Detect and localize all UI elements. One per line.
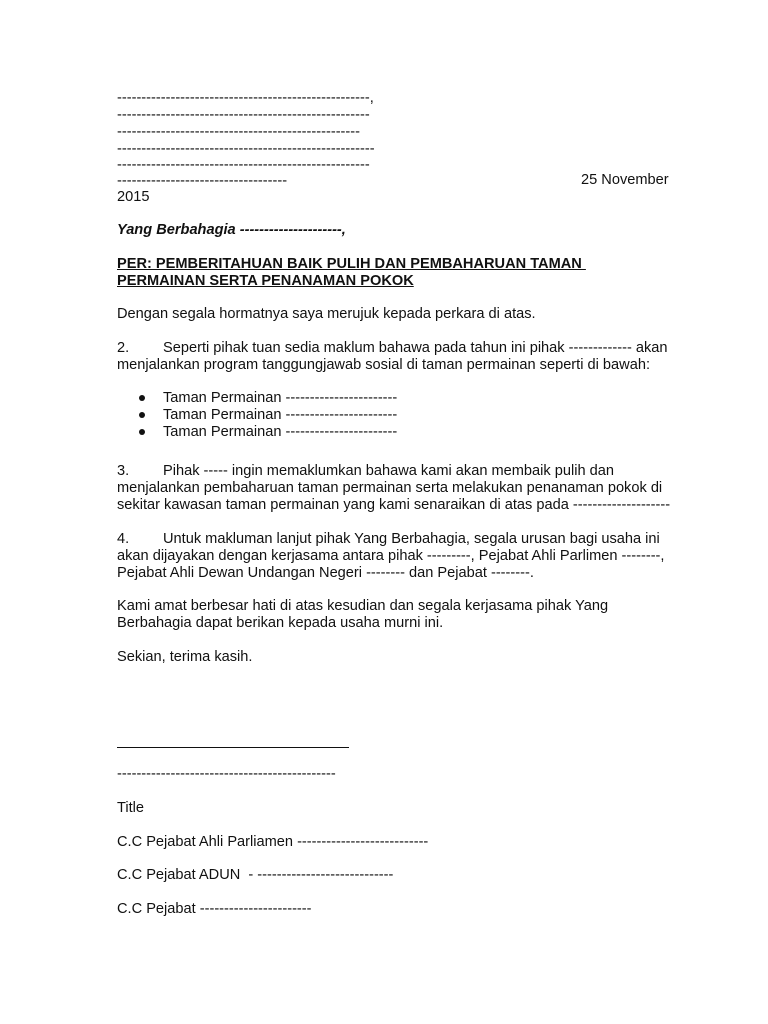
address-line: ---------------------------------------------------- [117,107,370,123]
paragraph-3-line: sekitar kawasan taman permainan yang kami senaraikan di atas pada -------------------- [117,497,671,513]
cc-line: C.C Pejabat Ahli Parliamen --------------------------- [117,834,429,850]
signature-line [117,747,349,748]
sign-off: Sekian, terima kasih. [117,649,253,665]
address-line: ---------------------------------------------------- [117,157,370,173]
paragraph-4-line: Pejabat Ahli Dewan Undangan Negeri -------- dan Pejabat --------. [117,565,534,581]
paragraph-4-line: akan dijayakan dengan kerjasama antara pihak ---------, Pejabat Ahli Parlimen --------, [117,548,665,564]
paragraph-2-line: menjalankan program tanggungjawab sosial di taman permainan seperti di bawah: [117,357,650,373]
address-line: ----------------------------------------------------, [117,90,374,106]
paragraph-number: 3. [117,463,130,479]
signature-name: --------------------------------------------- [117,766,336,782]
bullet-icon [139,395,145,401]
closing-paragraph: Berbahagia dapat berikan kepada usaha murni ini. [117,615,444,631]
salutation: Yang Berbahagia ---------------------, [117,222,346,238]
address-line: -------------------------------------------------- [117,124,360,140]
bullet-icon [139,412,145,418]
bullet-icon [139,429,145,435]
letter-date: 25 November [581,172,669,188]
bullet-item: Taman Permainan ----------------------- [163,407,398,423]
cc-line: C.C Pejabat ----------------------- [117,901,312,917]
address-line: ----------------------------------- [117,173,288,189]
opening-paragraph: Dengan segala hormatnya saya merujuk kepada perkara di atas. [117,306,536,322]
address-line: ----------------------------------------------------- [117,141,375,157]
paragraph-4-line: Untuk makluman lanjut pihak Yang Berbahagia, segala urusan bagi usaha ini [163,531,660,547]
paragraph-3-line: Pihak ----- ingin memaklumkan bahawa kami akan membaik pulih dan [163,463,614,479]
paragraph-2-line: Seperti pihak tuan sedia maklum bahawa pada tahun ini pihak ------------- akan [163,340,668,356]
closing-paragraph: Kami amat berbesar hati di atas kesudian dan segala kerjasama pihak Yang [117,598,609,614]
subject-line: PER: PEMBERITAHUAN BAIK PULIH DAN PEMBAHARUAN TAMAN [117,256,586,272]
paragraph-number: 2. [117,340,130,356]
paragraph-3-line: menjalankan pembaharuan taman permainan serta melakukan penanaman pokok di [117,480,663,496]
signature-title: Title [117,800,145,816]
cc-line: C.C Pejabat ADUN - ---------------------------- [117,867,394,883]
subject-line: PERMAINAN SERTA PENANAMAN POKOK [117,273,414,289]
bullet-item: Taman Permainan ----------------------- [163,390,398,406]
bullet-item: Taman Permainan ----------------------- [163,424,398,440]
letter-date-year: 2015 [117,189,150,205]
paragraph-number: 4. [117,531,130,547]
